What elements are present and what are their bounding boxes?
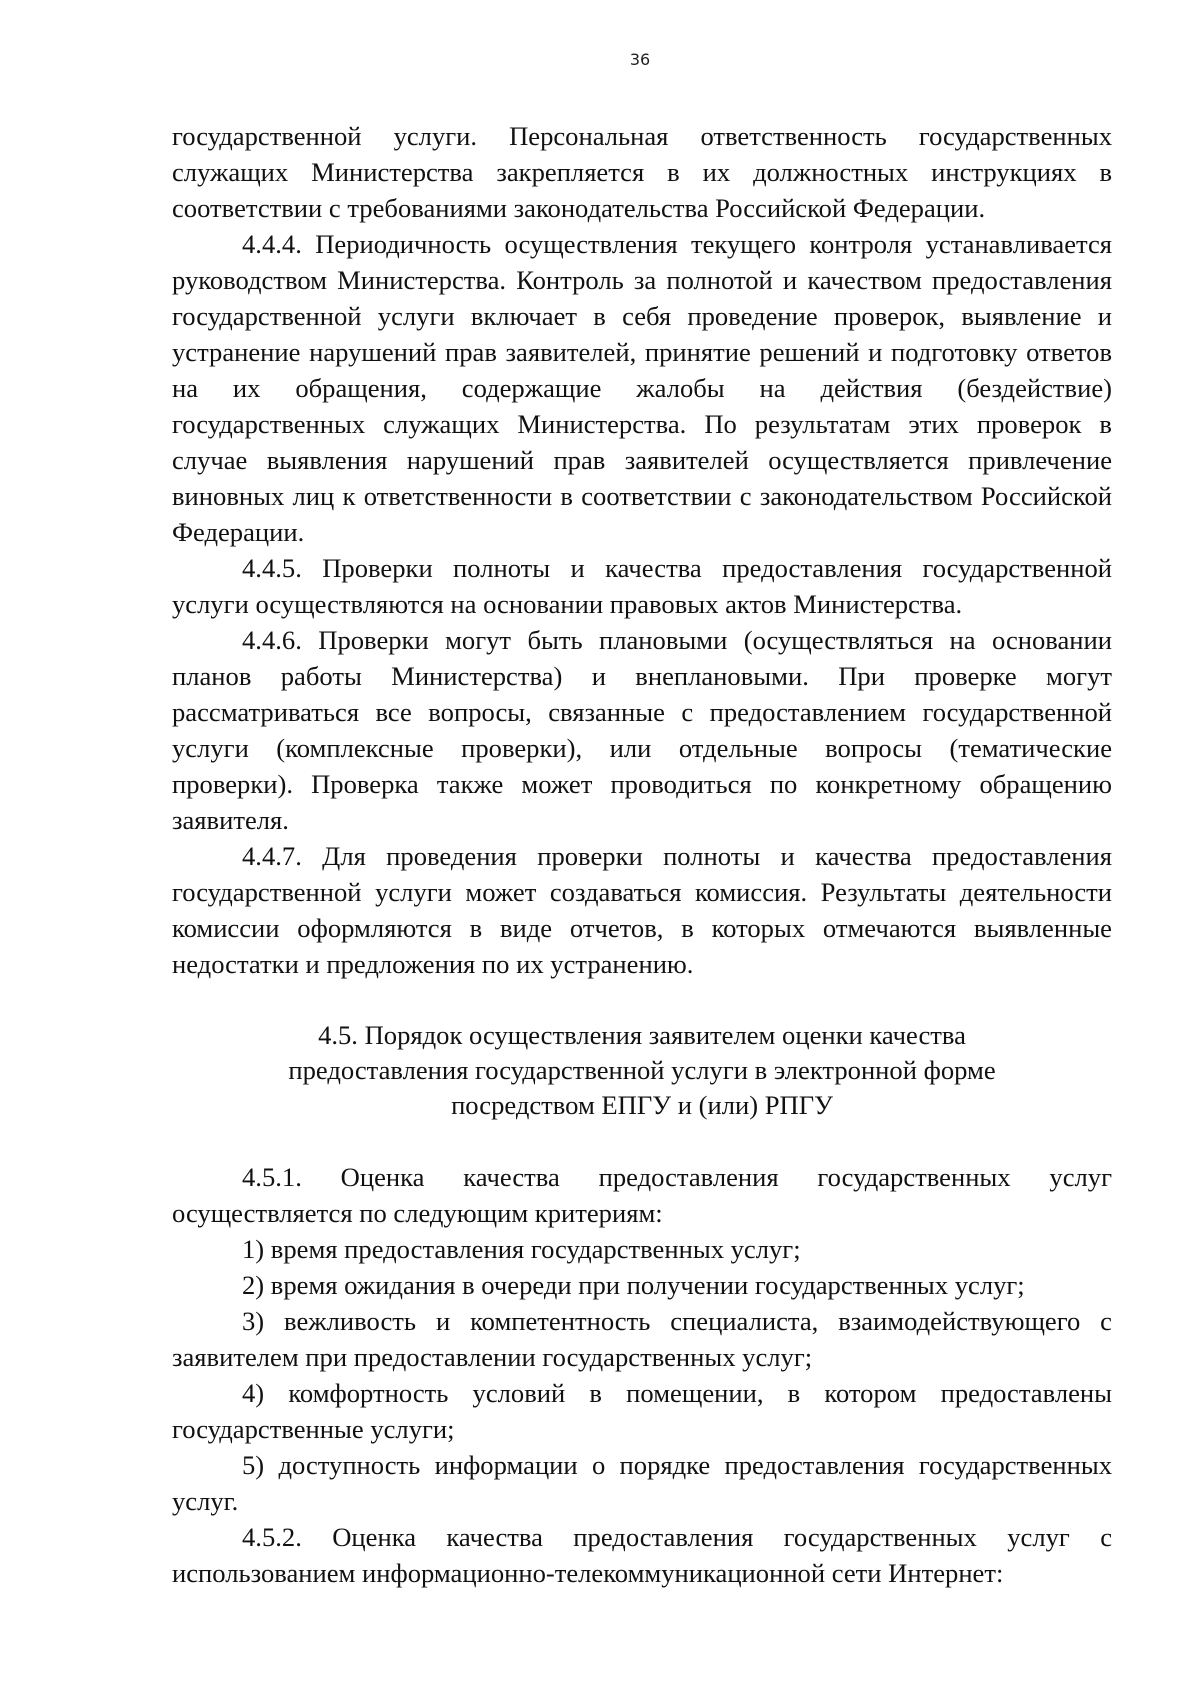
- section-heading-line: посредством ЕПГУ и (или) РПГУ: [451, 1090, 833, 1120]
- section-heading-line: 4.5. Порядок осуществления заявителем оценки качества: [318, 1020, 966, 1050]
- paragraph-responsibility: государственной услуги. Персональная ответственность государственных служащих Министерства закрепляется в их должностных инструкциях в соответствии с требованиями законодательства Российской Федерации.: [172, 121, 1112, 223]
- document-body: [172, 118, 1112, 1591]
- section-heading-4-5: [172, 1018, 1112, 1123]
- paragraph-4-4-7: 4.4.7. Для проведения проверки полноты и качества предоставления государственной услуги может создаваться комиссия. Результаты деятельности комиссии оформляются в виде отчетов, в которых отмечаются выявленные недостатки и предложения по их устранению.: [172, 841, 1112, 979]
- section-heading-line: предоставления государственной услуги в электронной форме: [288, 1055, 996, 1085]
- criterion-item-5: 5) доступность информации о порядке предоставления государственных услуг.: [172, 1450, 1112, 1516]
- criterion-item-4: 4) комфортность условий в помещении, в котором предоставлены государственные услуги;: [172, 1378, 1112, 1444]
- paragraph-4-5-1: 4.5.1. Оценка качества предоставления государственных услуг осуществляется по следующим критериям:: [172, 1162, 1112, 1228]
- paragraph-4-4-4: 4.4.4. Периодичность осуществления текущего контроля устанавливается руководством Министерства. Контроль за полнотой и качеством предоставления государственной услуги включает в себя проведение проверок, выявление и устранение нарушений прав заявителей, принятие решений и подготовку ответов на их обращения, содержащие жалобы на действия (бездействие) государственных служащих Министерства. По результатам этих проверок в случае выявления нарушений прав заявителей осуществляется привлечение виновных лиц к ответственности в соответствии с законодательством Российской Федерации.: [172, 229, 1112, 547]
- page-number: 36: [629, 50, 651, 69]
- criterion-item-1: 1) время предоставления государственных услуг;: [242, 1234, 801, 1264]
- paragraph-4-5-2: 4.5.2. Оценка качества предоставления государственных услуг с использованием информационно-телекоммуникационной сети Интернет:: [172, 1522, 1112, 1588]
- paragraph-4-4-5: 4.4.5. Проверки полноты и качества предоставления государственной услуги осуществляются на основании правовых актов Министерства.: [172, 553, 1112, 619]
- paragraph-4-4-6: 4.4.6. Проверки могут быть плановыми (осуществляться на основании планов работы Министерства) и внеплановыми. При проверке могут рассматриваться все вопросы, связанные с предоставлением государственной услуги (комплексные проверки), или отдельные вопросы (тематические проверки). Проверка также может проводиться по конкретному обращению заявителя.: [172, 625, 1112, 835]
- criterion-item-2: 2) время ожидания в очереди при получении государственных услуг;: [242, 1270, 1025, 1300]
- criterion-item-3: 3) вежливость и компетентность специалиста, взаимодействующего с заявителем при предоставлении государственных услуг;: [172, 1306, 1112, 1372]
